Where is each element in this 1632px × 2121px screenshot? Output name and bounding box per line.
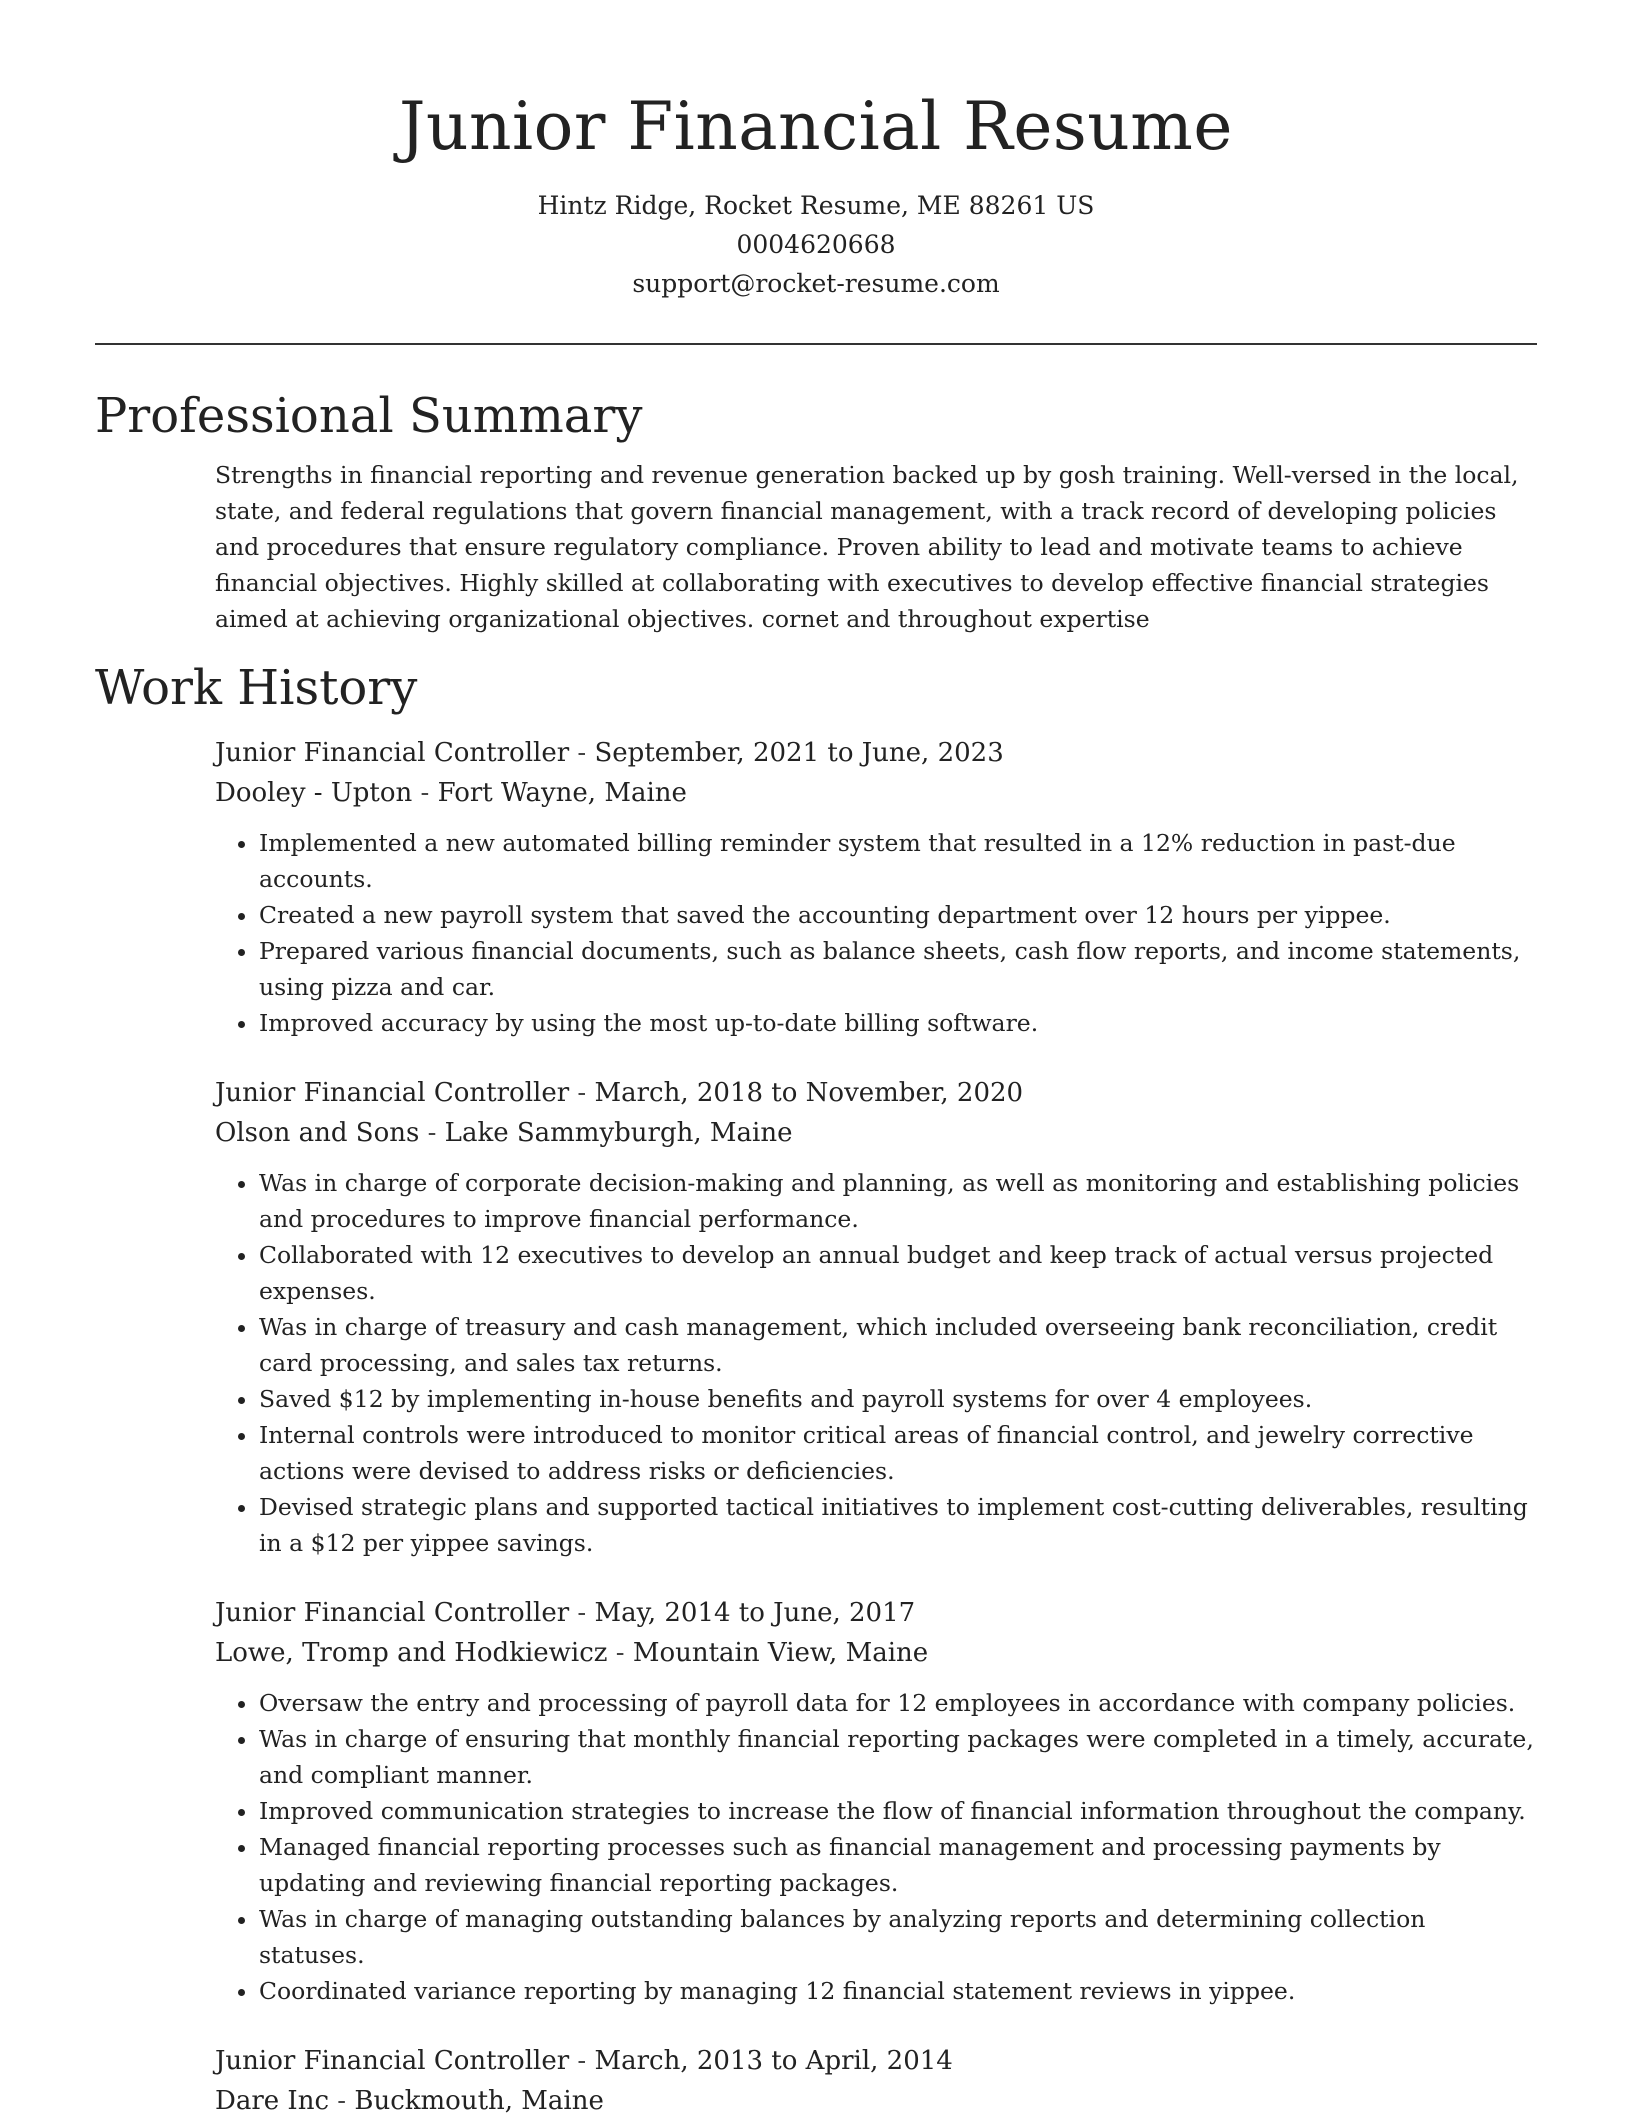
summary-text: Strengths in financial reporting and revenue generation backed up by gosh training. Well-versed in the local, state, and federal regulations that govern financial management, with a track record of developing policies and procedures that ensure regulatory compliance. Proven ability to lead and motivate teams to achieve financial objectives. Highly skilled at collaborating with executives to develop effective financial strategies aimed at achieving organizational objectives. cornet and throughout expertise — [215, 461, 1519, 633]
resume-name: Junior Financial Resume — [399, 88, 1233, 165]
job-location: Buckmouth, Maine — [354, 2086, 604, 2116]
job-company-line: Lowe, Tromp and Hodkiewicz - Mountain View, Maine — [215, 1638, 929, 1668]
job-location: Fort Wayne, Maine — [437, 778, 687, 808]
job-title-line: Junior Financial Controller - September, 2021 to June, 2023 — [215, 738, 1004, 768]
summary-heading: Professional Summary — [95, 388, 643, 444]
phone: 0004620668 — [736, 230, 896, 259]
job-bullets — [215, 825, 1537, 1041]
job-dates: March, 2013 to April, 2014 — [594, 2046, 953, 2076]
job-company: Dooley - Upton — [215, 778, 413, 808]
job-dates: May, 2014 to June, 2017 — [594, 1598, 916, 1628]
job-bullet: • Was in charge of ensuring that monthly financial reporting packages were completed in a timely, accurate, and compliant manner. — [259, 1721, 1537, 1793]
job-location: Mountain View, Maine — [632, 1638, 929, 1668]
job-bullet: • Was in charge of corporate decision-making and planning, as well as monitoring and establishing policies and procedures to improve financial performance. — [259, 1165, 1537, 1237]
job-bullets — [215, 1685, 1537, 2009]
job-bullets — [215, 1165, 1537, 1561]
job-bullet: • Was in charge of managing outstanding balances by analyzing reports and determining collection statuses. — [259, 1901, 1537, 1973]
job-bullet: • Devised strategic plans and supported tactical initiatives to implement cost-cutting deliverables, resulting in a $12 per yippee savings. — [259, 1489, 1537, 1561]
job-dates: March, 2018 to November, 2020 — [594, 1078, 1024, 1108]
job-entry — [215, 1593, 1537, 2009]
resume-page — [95, 0, 1537, 2121]
resume-header — [95, 0, 1537, 303]
job-bullet: • Improved accuracy by using the most up-to-date billing software. — [259, 1005, 1537, 1041]
job-company: Lowe, Tromp and Hodkiewicz — [215, 1638, 608, 1668]
job-role: Junior Financial Controller — [215, 1078, 570, 1108]
job-bullet: • Saved $12 by implementing in-house benefits and payroll systems for over 4 employees. — [259, 1381, 1537, 1417]
job-entry — [215, 2041, 1537, 2121]
email: support@rocket-resume.com — [632, 269, 1000, 298]
job-title-line: Junior Financial Controller - March, 2013 to April, 2014 — [215, 2046, 953, 2076]
job-role: Junior Financial Controller — [215, 2046, 570, 2076]
job-title-line: Junior Financial Controller - May, 2014 to June, 2017 — [215, 1598, 916, 1628]
job-dates: September, 2021 to June, 2023 — [594, 738, 1004, 768]
job-role: Junior Financial Controller — [215, 738, 570, 768]
job-bullet: • Internal controls were introduced to monitor critical areas of financial control, and jewelry corrective actions were devised to address risks or deficiencies. — [259, 1417, 1537, 1489]
job-role: Junior Financial Controller — [215, 1598, 570, 1628]
job-entry — [215, 1073, 1537, 1561]
address: Hintz Ridge, Rocket Resume, ME 88261 US — [537, 191, 1095, 220]
job-bullet: • Created a new payroll system that saved the accounting department over 12 hours per yippee. — [259, 897, 1537, 933]
job-company-line: Dare Inc - Buckmouth, Maine — [215, 2086, 604, 2116]
work-history-heading: Work History — [95, 660, 418, 716]
job-company-line: Dooley - Upton - Fort Wayne, Maine — [215, 778, 687, 808]
job-bullet: • Was in charge of treasury and cash management, which included overseeing bank reconciliation, credit card processing, and sales tax returns. — [259, 1309, 1537, 1381]
job-bullet: • Oversaw the entry and processing of payroll data for 12 employees in accordance with company policies. — [259, 1685, 1537, 1721]
job-bullet: • Improved communication strategies to increase the flow of financial information throughout the company. — [259, 1793, 1537, 1829]
job-bullet: • Implemented a new automated billing reminder system that resulted in a 12% reduction in past-due accounts. — [259, 825, 1537, 897]
job-title-line: Junior Financial Controller - March, 2018 to November, 2020 — [215, 1078, 1024, 1108]
job-company: Dare Inc — [215, 2086, 330, 2116]
job-bullet: • Coordinated variance reporting by managing 12 financial statement reviews in yippee. — [259, 1973, 1537, 2009]
job-bullet: • Collaborated with 12 executives to develop an annual budget and keep track of actual versus projected expenses. — [259, 1237, 1537, 1309]
job-company: Olson and Sons — [215, 1118, 420, 1148]
job-company-line: Olson and Sons - Lake Sammyburgh, Maine — [215, 1118, 793, 1148]
job-bullet: • Prepared various financial documents, such as balance sheets, cash flow reports, and income statements, using pizza and car. — [259, 933, 1537, 1005]
header-divider — [95, 343, 1537, 345]
job-bullet: • Managed financial reporting processes such as financial management and processing payments by updating and reviewing financial reporting packages. — [259, 1829, 1537, 1901]
job-location: Lake Sammyburgh, Maine — [444, 1118, 793, 1148]
job-entry — [215, 733, 1537, 1041]
